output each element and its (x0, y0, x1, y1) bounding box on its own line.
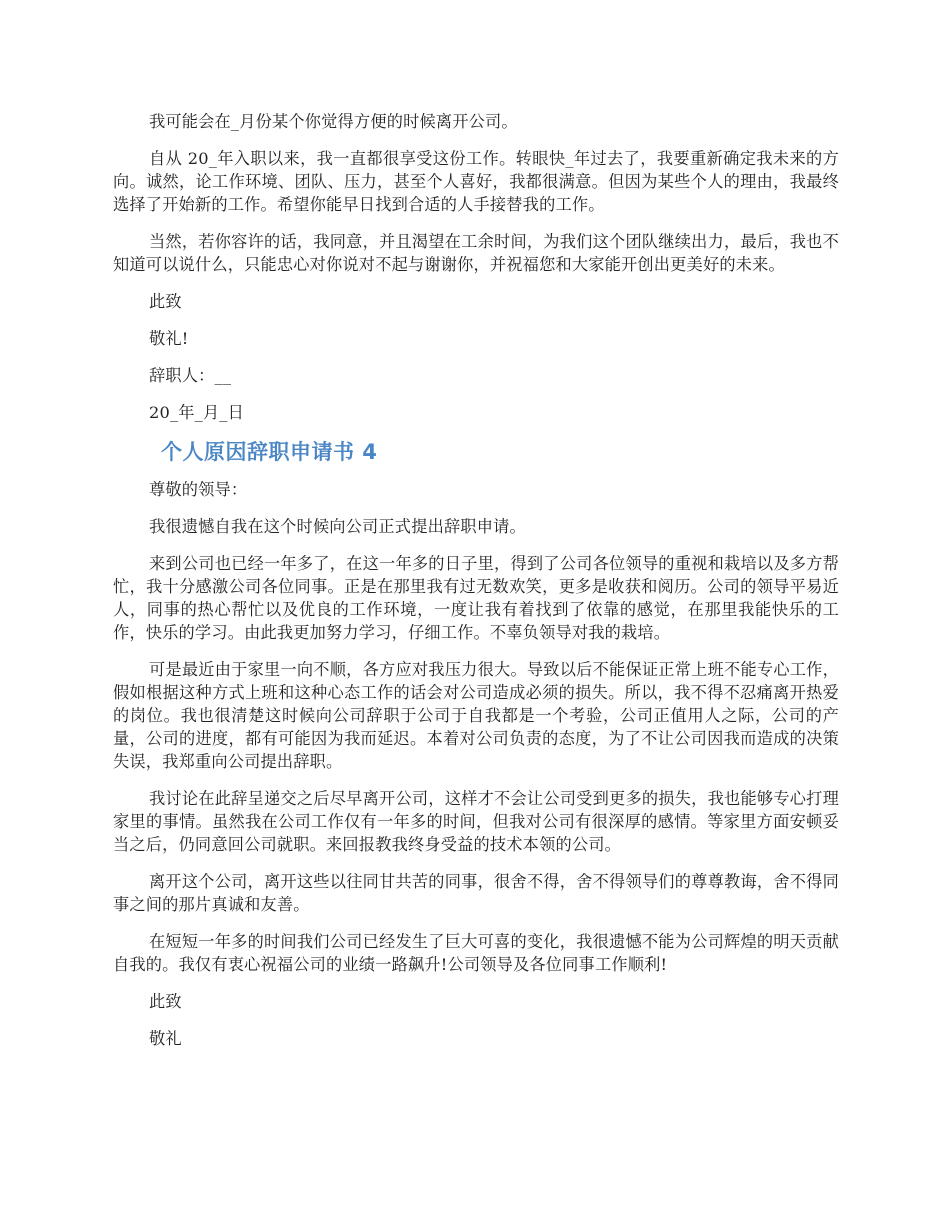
signer-line: 辞职人：__ (149, 366, 232, 385)
paragraph: 我很遗憾自我在这个时候向公司正式提出辞职申请。 (149, 517, 526, 536)
date-line: 20_年_月_日 (149, 403, 245, 422)
paragraph: 来到公司也已经一年多了，在这一年多的日子里，得到了公司各位领导的重视和栽培以及多方帮忙，我十分感激公司各位同事。正是在那里我有过无数欢笑，更多是收获和阅历。公司的领导平易近人，同事的热心帮忙以及优良的工作环境，一度让我有着找到了依靠的感觉，在那里我能快乐的工作，快乐的学习。由此我更加努力学习，仔细工作。不辜负领导对我的栽培。 (113, 554, 839, 642)
paragraph: 我可能会在_月份某个你觉得方便的时候离开公司。 (149, 112, 518, 131)
salutation: 尊敬的领导： (149, 480, 248, 499)
closing-line: 敬礼 (149, 1029, 182, 1048)
closing-line: 此致 (149, 292, 182, 311)
section-heading: 个人原因辞职申请书 4 (161, 440, 378, 464)
paragraph: 离开这个公司，离开这些以往同甘共苦的同事，很舍不得，舍不得领导们的尊尊教诲，舍不得同事之间的那片真诚和友善。 (113, 872, 839, 914)
document-page (113, 110, 839, 1050)
paragraph: 当然，若你容许的话，我同意，并且渴望在工余时间，为我们这个团队继续出力，最后，我也不知道可以说什么，只能忠心对你说对不起与谢谢你，并祝福您和大家能开创出更美好的未来。 (113, 232, 839, 274)
paragraph: 自从 20_年入职以来，我一直都很享受这份工作。转眼快_年过去了，我要重新确定我未来的方向。诚然，论工作环境、团队、压力，甚至个人喜好，我都很满意。但因为某些个人的理由，我最终选择了开始新的工作。希望你能早日找到合适的人手接替我的工作。 (113, 149, 839, 214)
closing-line: 此致 (149, 992, 182, 1011)
paragraph: 我讨论在此辞呈递交之后尽早离开公司，这样才不会让公司受到更多的损失，我也能够专心打理家里的事情。虽然我在公司工作仅有一年多的时间，但我对公司有很深厚的感情。等家里方面安顿妥当之后，仍同意回公司就职。来回报教我终身受益的技术本领的公司。 (113, 789, 839, 854)
paragraph: 可是最近由于家里一向不顺，各方应对我压力很大。导致以后不能保证正常上班不能专心工作，假如根据这种方式上班和这种心态工作的话会对公司造成必须的损失。所以，我不得不忍痛离开热爱的岗位。我也很清楚这时候向公司辞职于公司于自我都是一个考验，公司正值用人之际，公司的产量，公司的进度，都有可能因为我而延迟。本着对公司负责的态度，为了不让公司因我而造成的决策失误，我郑重向公司提出辞职。 (113, 660, 839, 771)
paragraph: 在短短一年多的时间我们公司已经发生了巨大可喜的变化，我很遗憾不能为公司辉煌的明天贡献自我的。我仅有衷心祝福公司的业绩一路飙升!公司领导及各位同事工作顺利! (113, 932, 839, 974)
closing-line: 敬礼! (149, 329, 189, 348)
